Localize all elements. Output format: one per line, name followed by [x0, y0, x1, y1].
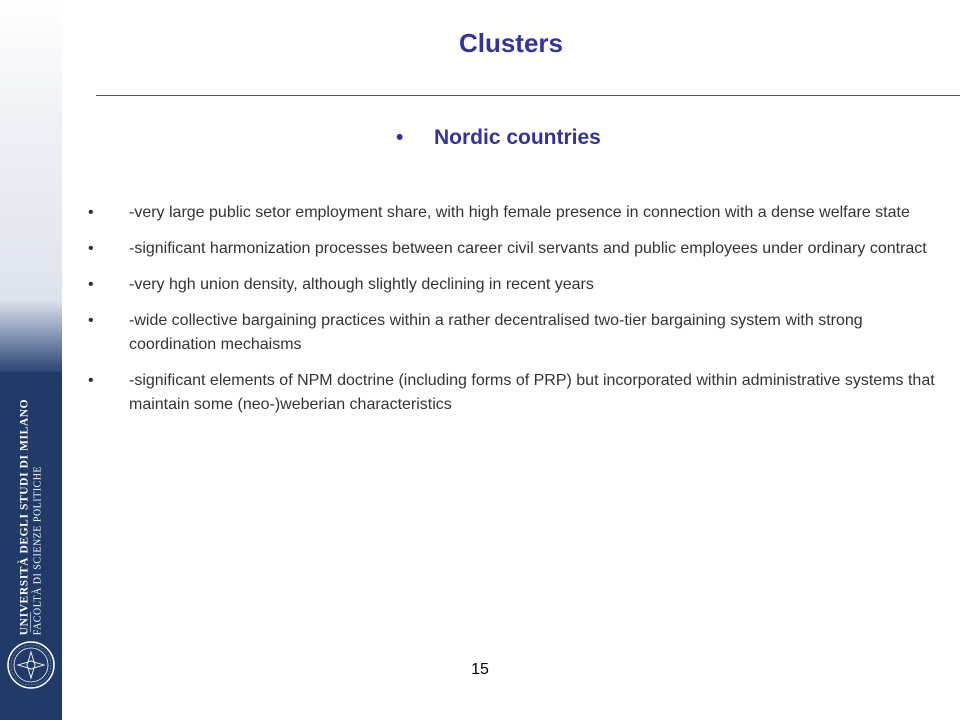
section-heading	[396, 126, 601, 150]
bullet-icon: •	[88, 240, 94, 257]
list-item	[88, 309, 948, 357]
bullet-icon: •	[88, 372, 94, 389]
list-item-text: -significant elements of NPM doctrine (including forms of PRP) but incorporated within administrative systems that maintain some (neo-)weberian characteristics	[129, 372, 935, 413]
university-branding	[0, 398, 62, 636]
bullet-icon: •	[88, 276, 94, 293]
bullet-icon: •	[88, 312, 94, 329]
section-heading-text: Nordic countries	[434, 126, 601, 149]
faculty-name: FACOLTÀ DI SCIENZE POLITICHE	[32, 465, 44, 636]
university-name: UNIVERSITÀ DEGLI STUDI DI MILANO	[18, 398, 31, 636]
bullet-list	[88, 201, 948, 429]
title-divider	[96, 95, 960, 96]
sidebar-separator	[30, 612, 31, 632]
list-item-text: -significant harmonization processes between career civil servants and public employees under ordinary contract	[129, 240, 927, 257]
slide-title: Clusters	[458, 28, 564, 58]
page-number: 15	[471, 661, 489, 678]
list-item	[88, 237, 948, 261]
university-name-vertical	[19, 399, 44, 635]
bullet-icon: •	[88, 204, 94, 221]
list-item	[88, 201, 948, 225]
list-item	[88, 273, 948, 297]
bullet-icon: •	[396, 126, 404, 149]
list-item-text: -very hgh union density, although slightly declining in recent years	[129, 276, 594, 293]
sidebar	[0, 0, 62, 720]
list-item-text: -very large public setor employment share, with high female presence in connection with a dense welfare state	[129, 204, 910, 221]
list-item	[88, 369, 948, 417]
list-item-text: -wide collective bargaining practices within a rather decentralised two-tier bargaining system with strong coordination mechaisms	[129, 312, 863, 353]
university-seal-icon	[6, 640, 56, 690]
